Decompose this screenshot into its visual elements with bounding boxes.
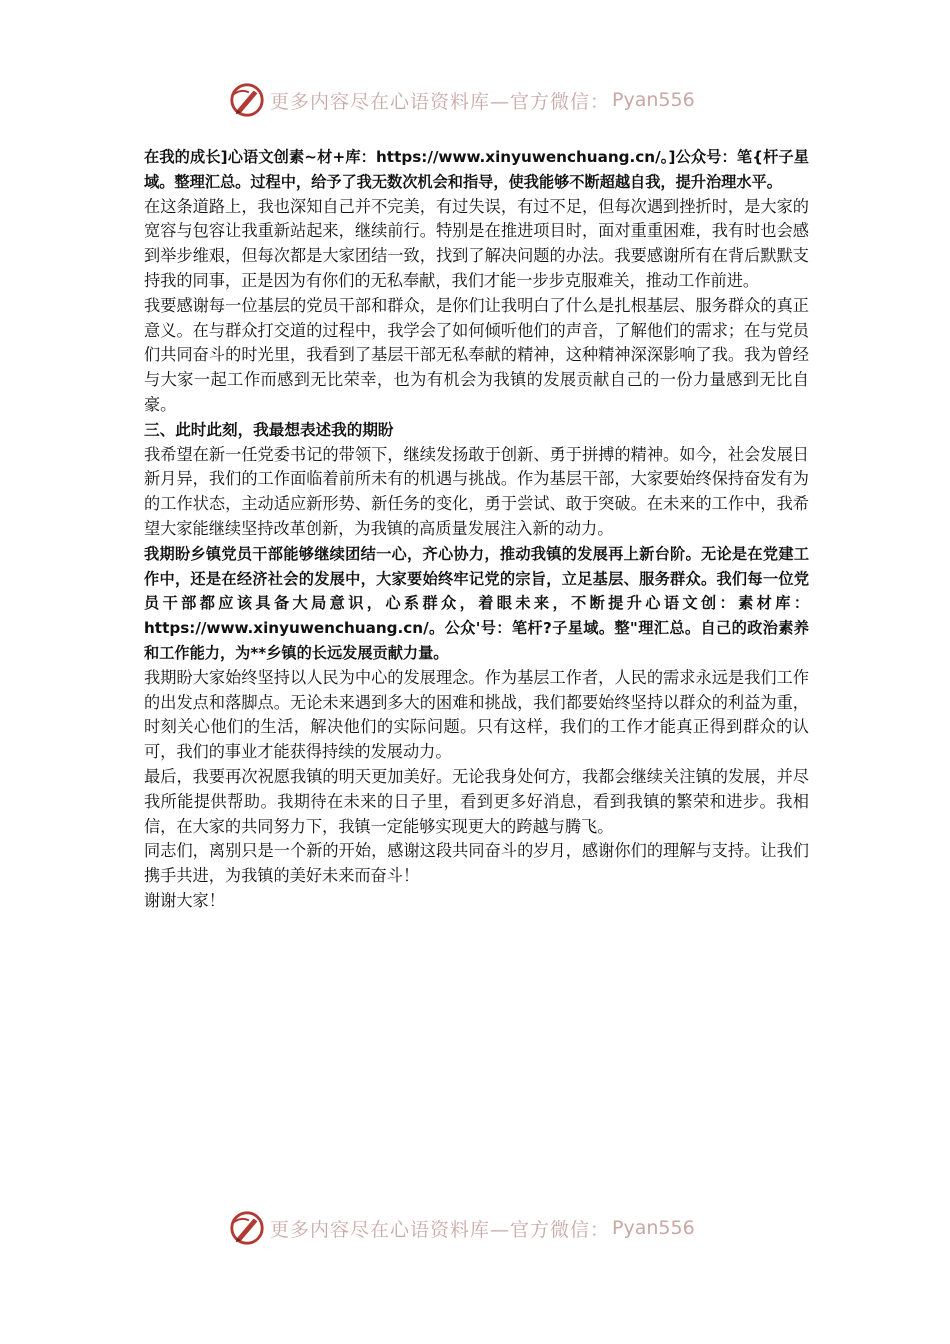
- pen-logo-icon: [228, 1209, 266, 1247]
- body-text: [144, 145, 809, 914]
- paragraph-1: 在我的成长]心语文创素~材+库：https://www.xinyuwenchuang.cn/。]公众号：笔{杆子星域。整理汇总。过程中，给予了我无数次机会和指导，使我能够不断超越自我，提升治理水平。: [144, 148, 809, 191]
- header-banner-text: 更多内容尽在心语资料库—官方微信：: [270, 90, 611, 113]
- footer-banner: [228, 1208, 748, 1248]
- paragraph-6: 我期盼大家始终坚持以人民为中心的发展理念。作为基层工作者，人民的需求永远是我们工作的出发点和落脚点。无论未来遇到多大的困难和挑战，我们都要始终坚持以群众的利益为重，时刻关心他们的生活，解决他们的实际问题。只有这样，我们的工作才能真正得到群众的认可，我们的事业才能获得持续的发展动力。: [144, 667, 809, 762]
- footer-banner-text: 更多内容尽在心语资料库—官方微信：: [270, 1218, 611, 1241]
- section-heading: 三、此时此刻，我最想表述我的期盼: [144, 420, 394, 439]
- closing-line: 谢谢大家！: [144, 890, 225, 910]
- paragraph-4: 我希望在新一任党委书记的带领下，继续发扬敢于创新、勇于拼搏的精神。如今，社会发展日新月异，我们的工作面临着前所未有的机遇与挑战。作为基层干部，大家要始终保持奋发有为的工作状态，主动适应新形势、新任务的变化，勇于尝试、敢于突破。在未来的工作中，我希望大家能继续坚持改革创新，为我镇的高质量发展注入新的动力。: [144, 444, 809, 538]
- header-banner: [228, 80, 748, 120]
- paragraph-8: 同志们，离别只是一个新的开始，感谢这段共同奋斗的岁月，感谢你们的理解与支持。让我们携手共进，为我镇的美好未来而奋斗！: [144, 841, 809, 886]
- paragraph-2: 在这条道路上，我也深知自己并不完美，有过失误，有过不足，但每次遇到挫折时，是大家的宽容与包容让我重新站起来，继续前行。特别是在推进项目时，面对重重困难，我有时也会感到举步维艰，但每次都是大家团结一致，找到了解决问题的办法。我要感谢所有在背后默默支持我的同事，正是因为有你们的无私奉献，我们才能一步步克服难关，推动工作前进。: [144, 196, 809, 290]
- footer-banner-wechat-id: Pyan556: [612, 1217, 695, 1239]
- paragraph-3: 我要感谢每一位基层的党员干部和群众，是你们让我明白了什么是扎根基层、服务群众的真正意义。在与群众打交道的过程中，我学会了如何倾听他们的声音，了解他们的需求；在与党员们共同奋斗的时光里，我看到了基层干部无私奉献的精神，这种精神深深影响了我。我为曾经与大家一起工作而感到无比荣幸，也为有机会为我镇的发展贡献自己的一份力量感到无比自豪。: [144, 295, 809, 414]
- paragraph-7: 最后，我要再次祝愿我镇的明天更加美好。无论我身处何方，我都会继续关注镇的发展，并尽我所能提供帮助。我期待在未来的日子里，看到更多好消息，看到我镇的繁荣和进步。我相信，在大家的共同努力下，我镇一定能够实现更大的跨越与腾飞。: [144, 766, 809, 836]
- pen-logo-icon: [228, 81, 266, 119]
- header-banner-wechat-id: Pyan556: [612, 89, 695, 111]
- paragraph-5: 我期盼乡镇党员干部能够继续团结一心，齐心协力，推动我镇的发展再上新台阶。无论是在党建工作中，还是在经济社会的发展中，大家要始终牢记党的宗旨，立足基层、服务群众。我们每一位党员干部都应该具备大局意识，心系群众，着眼未来，不断提升心语文创：素材库：https://www.xinyuwenchuang.cn/。公众'号：笔杆?子星域。整"理汇总。自己的政治素养和工作能力，为**乡镇的长远发展贡献力量。: [144, 544, 809, 662]
